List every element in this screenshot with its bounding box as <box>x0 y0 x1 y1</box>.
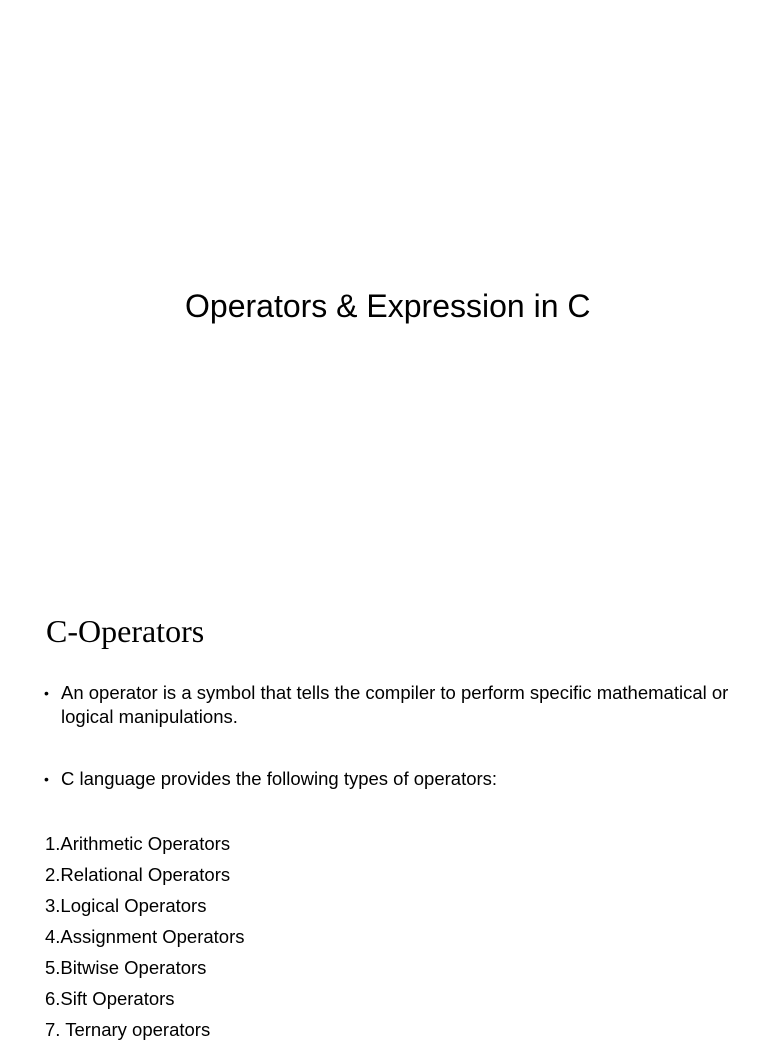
list-item: 2.Relational Operators <box>45 864 231 885</box>
bullet-icon: • <box>44 771 49 787</box>
list-item: 6.Sift Operators <box>45 988 175 1009</box>
list-item: 4.Assignment Operators <box>45 926 245 947</box>
presentation-title-text: Operators & Expression in C <box>185 288 591 324</box>
list-item: 1.Arithmetic Operators <box>45 833 231 854</box>
list-item: 3.Logical Operators <box>45 895 207 916</box>
operator-types-list <box>45 828 244 1045</box>
bullet-text: An operator is a symbol that tells the compiler to perform specific mathematical or logical manipulations. <box>61 682 729 727</box>
list-item: 5.Bitwise Operators <box>45 957 207 978</box>
bullet-item <box>44 767 744 791</box>
bullet-text: C language provides the following types of operators: <box>61 768 498 789</box>
list-item: 7. Ternary operators <box>45 1019 211 1040</box>
slide-heading: C-Operators <box>46 613 205 649</box>
bullet-icon: • <box>44 685 49 701</box>
bullet-item <box>44 681 744 729</box>
content-slide <box>0 576 768 1040</box>
